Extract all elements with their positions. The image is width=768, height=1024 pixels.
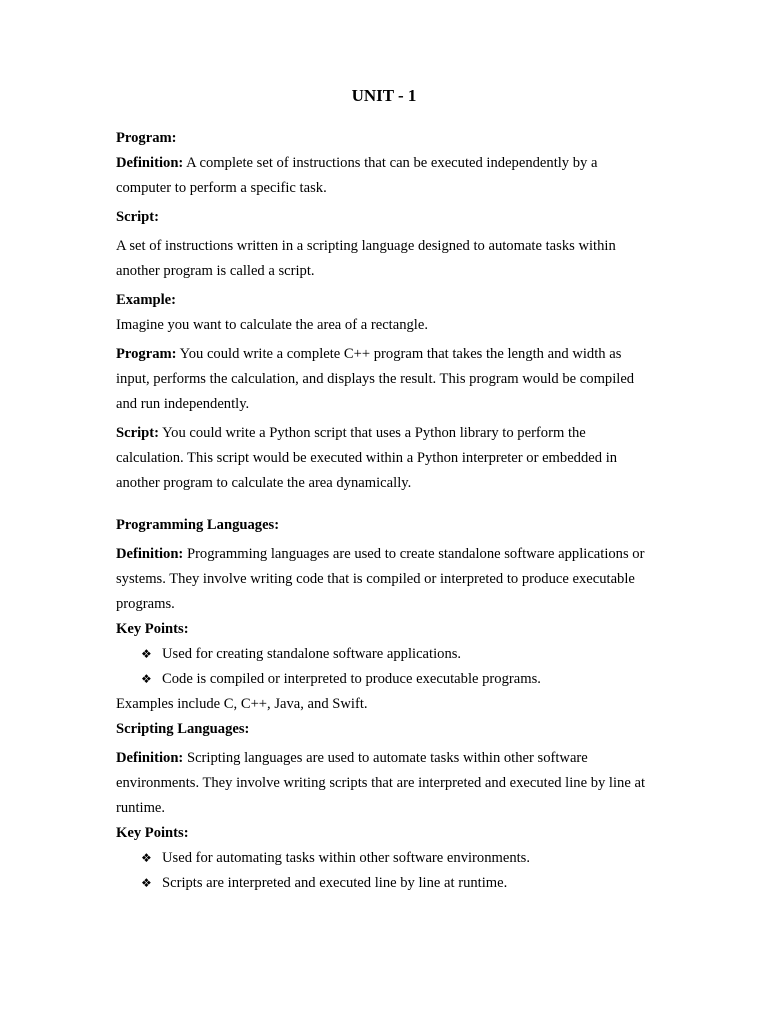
program-heading: Program: bbox=[116, 130, 177, 146]
script-heading: Script: bbox=[116, 209, 159, 225]
programming-key-points-label: Key Points: bbox=[116, 621, 189, 637]
diamond-bullet-icon: ❖ bbox=[141, 672, 152, 686]
program-definition-label: Definition: bbox=[116, 155, 184, 171]
scripting-languages-definition-text: Scripting languages are used to automate tasks within other software environments. They involve writing scripts that are interpreted and executed line by line at runtime. bbox=[116, 750, 645, 816]
programming-key-points-list bbox=[116, 642, 656, 692]
list-item bbox=[116, 642, 656, 667]
script-text: A set of instructions written in a scripting language designed to automate tasks within another program is called a script. bbox=[116, 238, 616, 279]
list-item bbox=[116, 846, 656, 871]
example-heading: Example: bbox=[116, 292, 176, 308]
example-program-text: You could write a complete C++ program that takes the length and width as input, performs the calculation, and displays the result. This program would be compiled and run independently. bbox=[116, 346, 635, 412]
key-point-text: Code is compiled or interpreted to produce executable programs. bbox=[162, 671, 541, 687]
diamond-bullet-icon: ❖ bbox=[141, 876, 152, 890]
programming-languages-definition bbox=[116, 542, 656, 617]
diamond-bullet-icon: ❖ bbox=[141, 647, 152, 661]
list-item bbox=[116, 667, 656, 692]
programming-languages-examples: Examples include C, C++, Java, and Swift. bbox=[116, 696, 368, 712]
example-intro: Imagine you want to calculate the area of a rectangle. bbox=[116, 317, 428, 333]
program-definition bbox=[116, 151, 656, 201]
program-definition-text: A complete set of instructions that can be executed independently by a computer to perform a specific task. bbox=[116, 155, 598, 196]
example-script bbox=[116, 421, 656, 496]
programming-languages-heading: Programming Languages: bbox=[116, 517, 280, 533]
key-point-text: Used for automating tasks within other software environments. bbox=[162, 850, 531, 866]
example-program-label: Program: bbox=[116, 346, 177, 362]
document-body bbox=[116, 126, 656, 896]
example-program bbox=[116, 342, 656, 417]
scripting-languages-definition bbox=[116, 746, 656, 821]
example-script-label: Script: bbox=[116, 425, 159, 441]
unit-title: UNIT - 1 bbox=[351, 86, 417, 105]
key-point-text: Used for creating standalone software applications. bbox=[162, 646, 462, 662]
key-point-text: Scripts are interpreted and executed line by line at runtime. bbox=[162, 875, 508, 891]
scripting-key-points-list bbox=[116, 846, 656, 896]
scripting-languages-definition-label: Definition: bbox=[116, 750, 184, 766]
diamond-bullet-icon: ❖ bbox=[141, 851, 152, 865]
programming-languages-definition-text: Programming languages are used to create standalone software applications or systems. They involve writing code that is compiled or interpreted to produce executable programs. bbox=[116, 546, 645, 612]
scripting-key-points-label: Key Points: bbox=[116, 825, 189, 841]
example-script-text: You could write a Python script that uses a Python library to perform the calculation. This script would be executed within a Python interpreter or embedded in another program to calculate the area dynamically. bbox=[116, 425, 618, 491]
programming-languages-definition-label: Definition: bbox=[116, 546, 184, 562]
list-item bbox=[116, 871, 656, 896]
scripting-languages-heading: Scripting Languages: bbox=[116, 721, 250, 737]
